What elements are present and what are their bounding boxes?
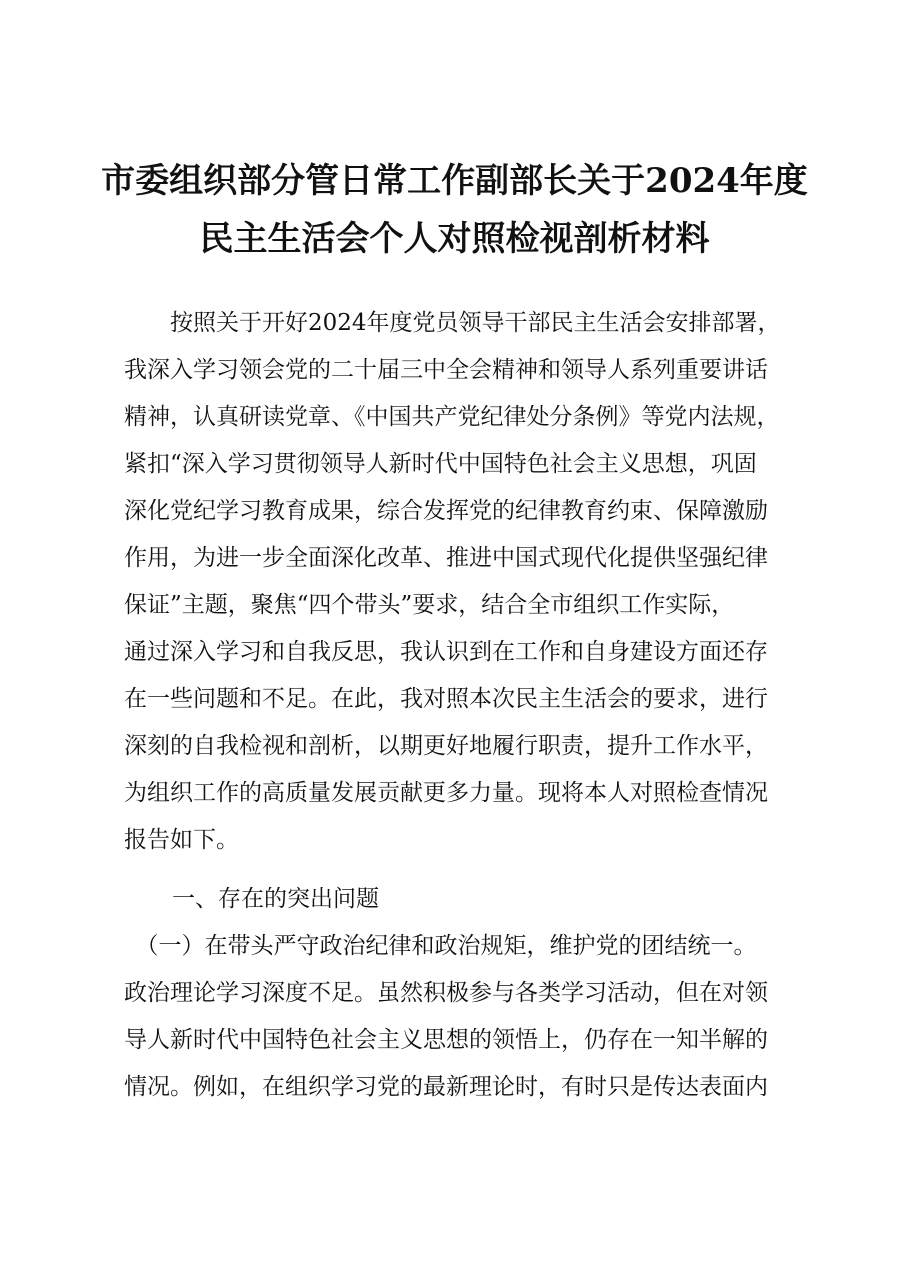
section-1-line-4: 情况。例如，在组织学习党的最新理论时，有时只是传达表面内 bbox=[124, 1074, 768, 1100]
intro-line-8: 通过深入学习和自我反思，我认识到在工作和自身建设方面还存 bbox=[124, 639, 768, 665]
intro-line-10: 深刻的自我检视和剖析，以期更好地履行职责，提升工作水平， bbox=[124, 733, 768, 759]
intro-line-6: 作用，为进一步全面深化改革、推进中国式现代化提供坚强纪律 bbox=[124, 545, 768, 571]
intro-line-4: 紧扣“深入学习贯彻领导人新时代中国特色社会主义思想，巩固 bbox=[124, 451, 757, 477]
intro-line-2: 我深入学习领会党的二十届三中全会精神和领导人系列重要讲话 bbox=[124, 357, 768, 383]
document-title-line-2: 民主生活会个人对照检视剖析材料 bbox=[199, 219, 710, 259]
section-1-line-2: 政治理论学习深度不足。虽然积极参与各类学习活动，但在对领 bbox=[124, 980, 768, 1006]
intro-line-5: 深化党纪学习教育成果，综合发挥党的纪律教育约束、保障激励 bbox=[124, 498, 768, 524]
intro-line-12: 报告如下。 bbox=[124, 827, 239, 853]
section-1-heading: 一、存在的突出问题 bbox=[172, 886, 379, 912]
section-1-line-1: （一）在带头严守政治纪律和政治规矩，维护党的团结统一。 bbox=[124, 933, 757, 959]
intro-line-11: 为组织工作的高质量发展贡献更多力量。现将本人对照检查情况 bbox=[124, 780, 768, 806]
intro-line-1: 按照关于开好2024年度党员领导干部民主生活会安排部署， bbox=[124, 310, 781, 336]
document-title-line-1: 市委组织部分管日常工作副部长关于2024年度 bbox=[101, 161, 808, 201]
intro-line-9: 在一些问题和不足。在此，我对照本次民主生活会的要求，进行 bbox=[124, 686, 768, 712]
intro-line-7: 保证”主题，聚焦“四个带头”要求，结合全市组织工作实际， bbox=[124, 592, 735, 618]
intro-line-3: 精神，认真研读党章、《中国共产党纪律处分条例》等党内法规， bbox=[124, 404, 780, 430]
section-1-line-3: 导人新时代中国特色社会主义思想的领悟上，仍存在一知半解的 bbox=[124, 1027, 768, 1053]
